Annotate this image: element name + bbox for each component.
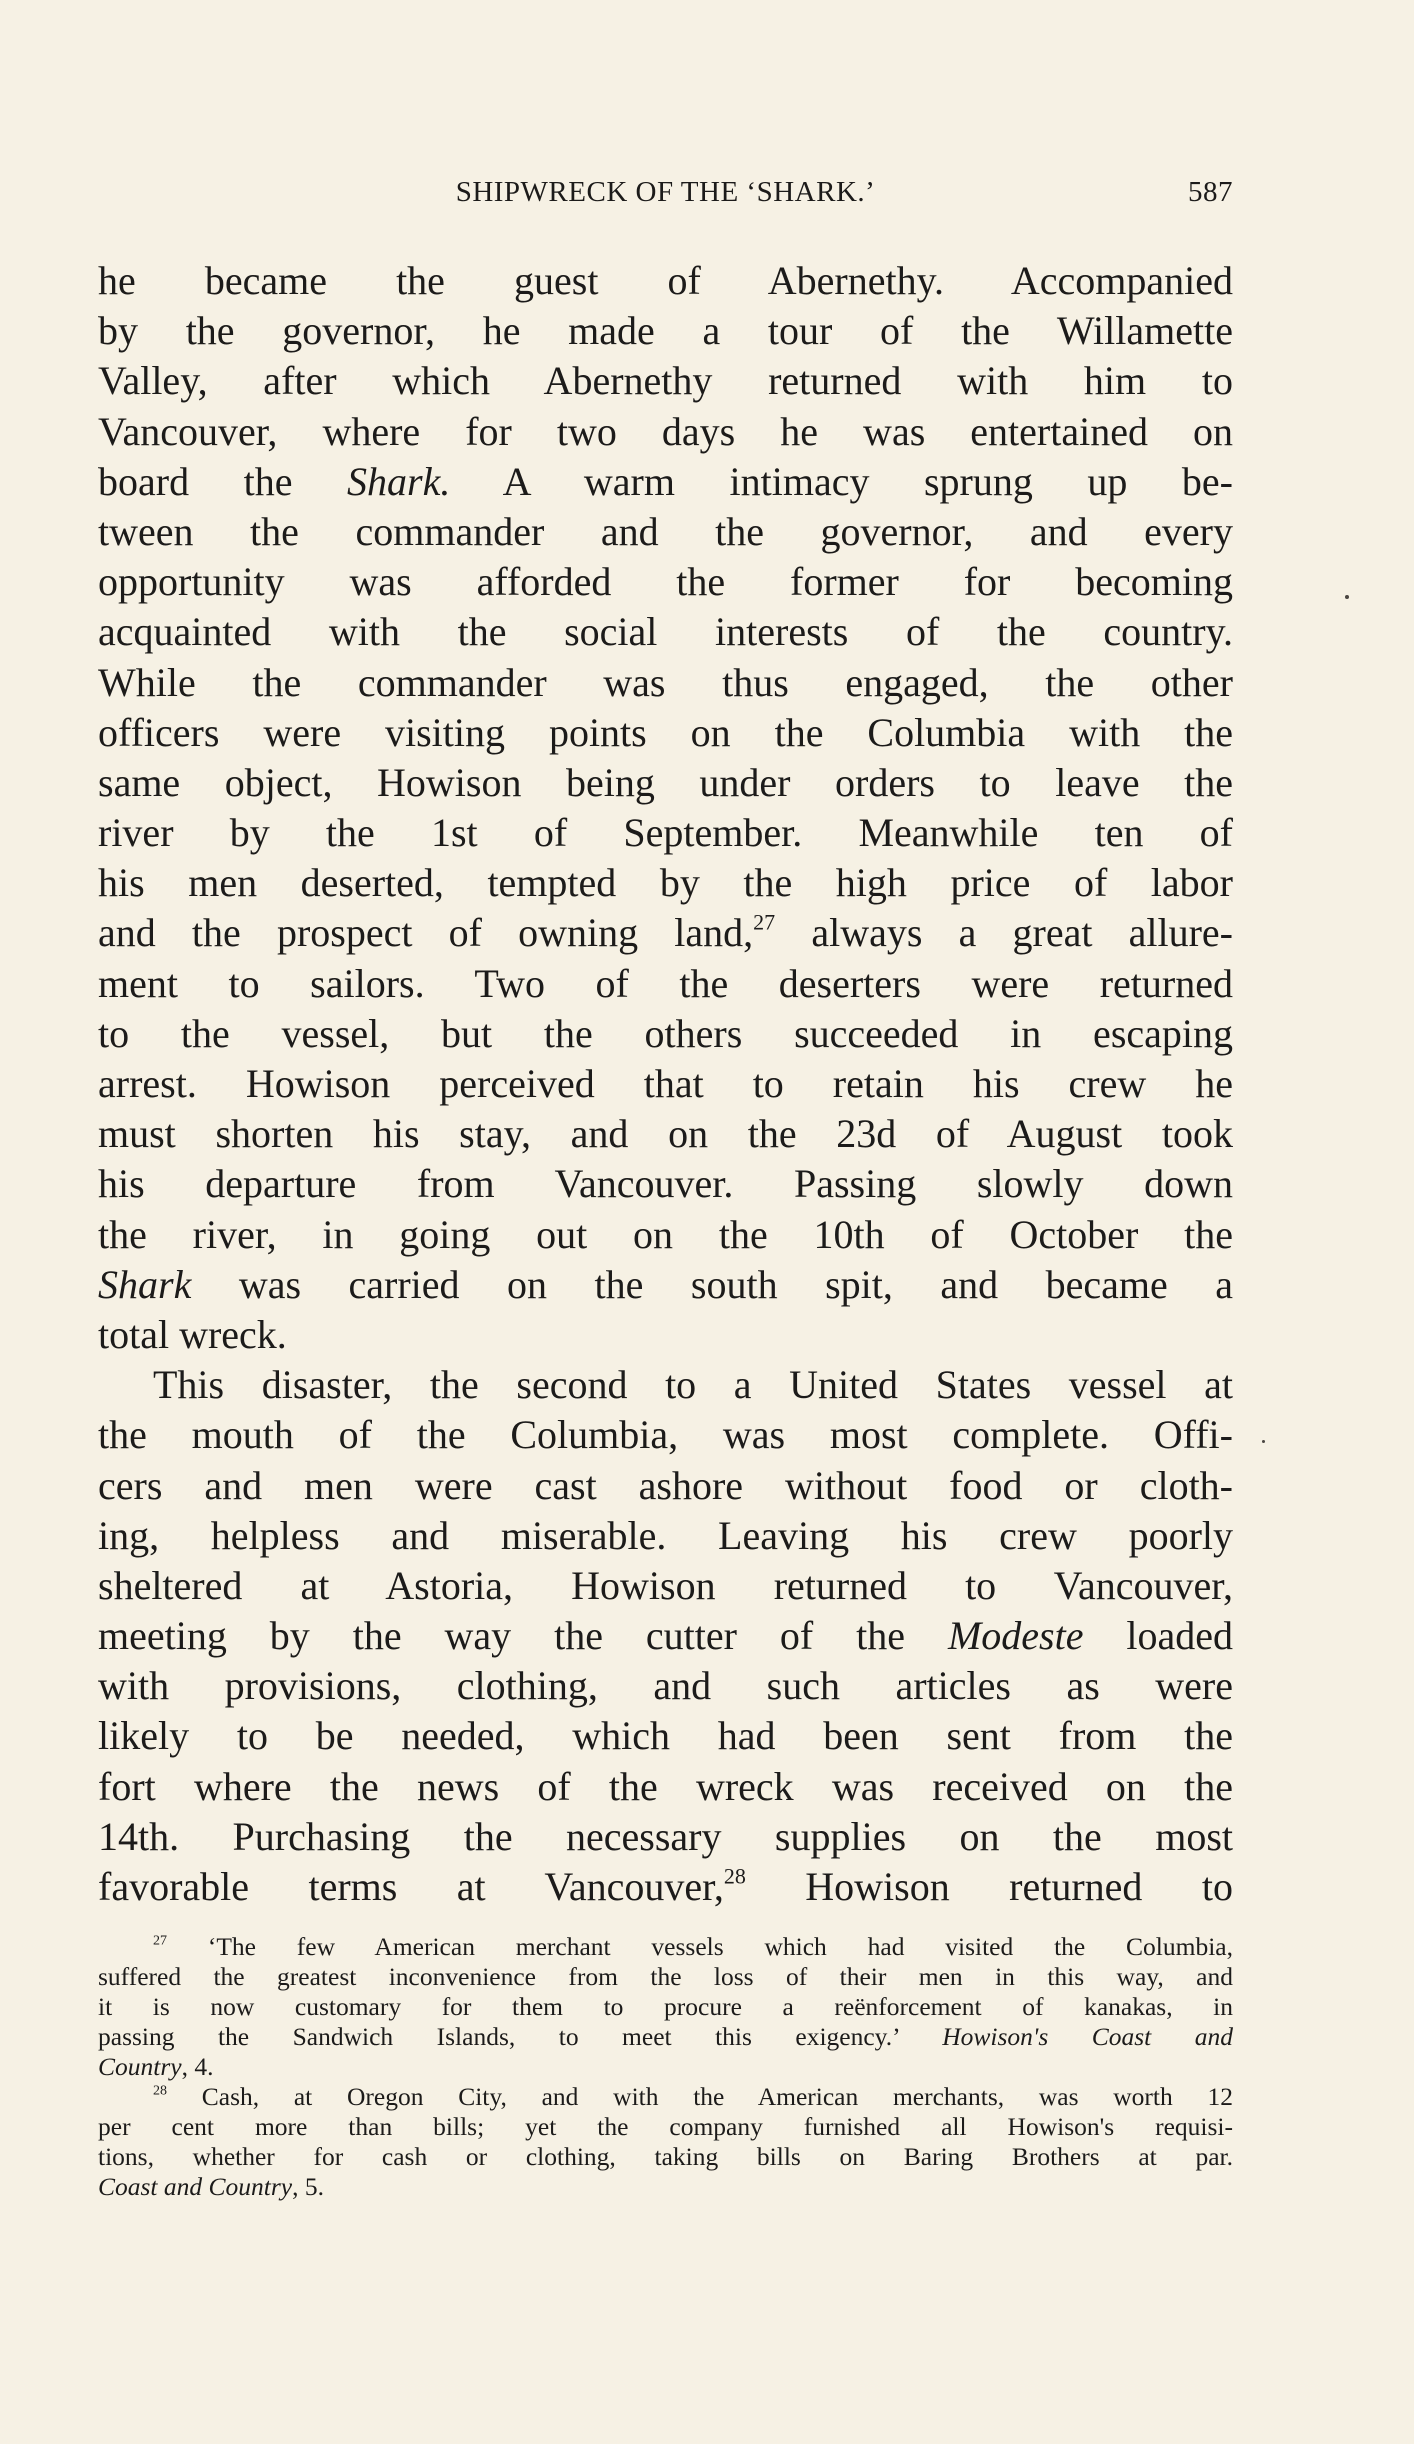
- paper-speck: [1262, 1440, 1265, 1443]
- text-line: with provisions, clothing, and such articles as were: [98, 1663, 1233, 1709]
- citation-title: Coast and Country: [98, 2172, 293, 2201]
- text-line: river by the 1st of September. Meanwhile ten of: [98, 810, 1233, 856]
- text-segment: favorable terms at Vancouver,: [98, 1864, 724, 1909]
- text-segment: Howison returned to: [745, 1864, 1233, 1909]
- text-segment: meeting by the way the cutter of the: [98, 1613, 948, 1659]
- text-line: ment to sailors. Two of the deserters were returned: [98, 960, 1233, 1006]
- text-line: cers and men were cast ashore without food or cloth-: [98, 1462, 1233, 1508]
- text-line: [98, 908, 1233, 958]
- footnote-line: [98, 2052, 1233, 2082]
- text-line: arrest. Howison perceived that to retain his crew he: [98, 1061, 1233, 1106]
- citation-title: Country: [98, 2052, 182, 2081]
- footnote-line: it is now customary for them to procure a reënforcement of kanakas, in: [98, 1992, 1233, 2021]
- footnote-ref-27: 27: [753, 909, 776, 935]
- ship-name-shark: Shark.: [347, 458, 451, 504]
- text-line: he became the guest of Abernethy. Accompanied: [98, 258, 1233, 303]
- running-head: [98, 176, 1233, 216]
- text-segment: , 5.: [292, 2172, 324, 2201]
- paper-speck: [1345, 595, 1349, 599]
- text-line: by the governor, he made a tour of the Willamette: [98, 308, 1233, 354]
- text-line: [98, 457, 1233, 507]
- text-segment: passing the Sandwich Islands, to meet this exigency.’: [98, 2022, 943, 2051]
- text-line: tween the commander and the governor, and every: [98, 508, 1233, 554]
- text-line: total wreck.: [98, 1311, 287, 1357]
- text-segment: A warm intimacy sprung up be-: [450, 458, 1233, 504]
- text-line: Valley, after which Abernethy returned with him to: [98, 358, 1233, 404]
- text-line: officers were visiting points on the Columbia with the: [98, 709, 1233, 755]
- footnote-marker-27: 27: [153, 1933, 168, 1949]
- text-segment: board the: [98, 458, 348, 504]
- text-line: the mouth of the Columbia, was most complete. Offi-: [98, 1412, 1233, 1458]
- text-segment: ‘The few American merchant vessels which had visited the Columbia,: [167, 1932, 1233, 1961]
- text-line: likely to be needed, which had been sent from the: [98, 1713, 1233, 1759]
- text-line: ing, helpless and miserable. Leaving his crew poorly: [98, 1512, 1233, 1558]
- running-title: SHIPWRECK OF THE ‘SHARK.’: [455, 176, 876, 208]
- text-line: opportunity was afforded the former for becoming: [98, 559, 1233, 605]
- text-line: the river, in going out on the 10th of October the: [98, 1211, 1233, 1257]
- text-line: his departure from Vancouver. Passing slowly down: [98, 1161, 1233, 1207]
- text-line: While the commander was thus engaged, the other: [98, 659, 1233, 705]
- footnote-line: suffered the greatest inconvenience from the loss of their men in this way, and: [98, 1962, 1233, 1991]
- text-segment: always a great allure-: [775, 910, 1233, 956]
- footnote-line: [98, 2082, 1233, 2112]
- text-segment: was carried on the south spit, and became a: [191, 1261, 1233, 1307]
- body-text: [98, 256, 1233, 1912]
- footnote-line: per cent more than bills; yet the company furnished all Howison's requisi-: [98, 2112, 1233, 2141]
- footnote-line: tions, whether for cash or clothing, taking bills on Baring Brothers at par.: [98, 2142, 1233, 2171]
- footnote-ref-28: 28: [723, 1863, 746, 1889]
- text-line: Vancouver, where for two days he was entertained on: [98, 408, 1233, 454]
- footnote-marker-28: 28: [153, 2083, 168, 2099]
- ship-name-shark: Shark: [98, 1261, 192, 1307]
- text-segment: Cash, at Oregon City, and with the American merchants, was worth 12: [167, 2082, 1233, 2111]
- text-line: sheltered at Astoria, Howison returned to Vancouver,: [98, 1562, 1233, 1608]
- footnote-line: [98, 2022, 1233, 2052]
- text-line: [98, 1611, 1233, 1661]
- footnote-line: [98, 1932, 1233, 1962]
- page-number: 587: [1188, 176, 1233, 208]
- text-line: acquainted with the social interests of the country.: [98, 609, 1233, 655]
- text-line: This disaster, the second to a United States vessel at: [153, 1362, 1233, 1408]
- footnotes: [98, 1932, 1233, 2202]
- footnote-line: [98, 2172, 1233, 2202]
- text-segment: , 4.: [181, 2052, 214, 2081]
- text-line: must shorten his stay, and on the 23d of August took: [98, 1111, 1233, 1157]
- text-line: [98, 1260, 1233, 1310]
- text-line: his men deserted, tempted by the high price of labor: [98, 860, 1233, 906]
- text-line: to the vessel, but the others succeeded in escaping: [98, 1010, 1233, 1056]
- text-segment: loaded: [1083, 1613, 1234, 1659]
- citation-title: Howison's Coast and: [942, 2022, 1233, 2051]
- text-line: fort where the news of the wreck was received on the: [98, 1763, 1233, 1809]
- text-line: 14th. Purchasing the necessary supplies on the most: [98, 1813, 1233, 1859]
- text-segment: and the prospect of owning land,: [98, 910, 754, 956]
- ship-name-modeste: Modeste: [947, 1613, 1084, 1659]
- text-line: same object, Howison being under orders to leave the: [98, 759, 1233, 805]
- text-line: [98, 1862, 1233, 1912]
